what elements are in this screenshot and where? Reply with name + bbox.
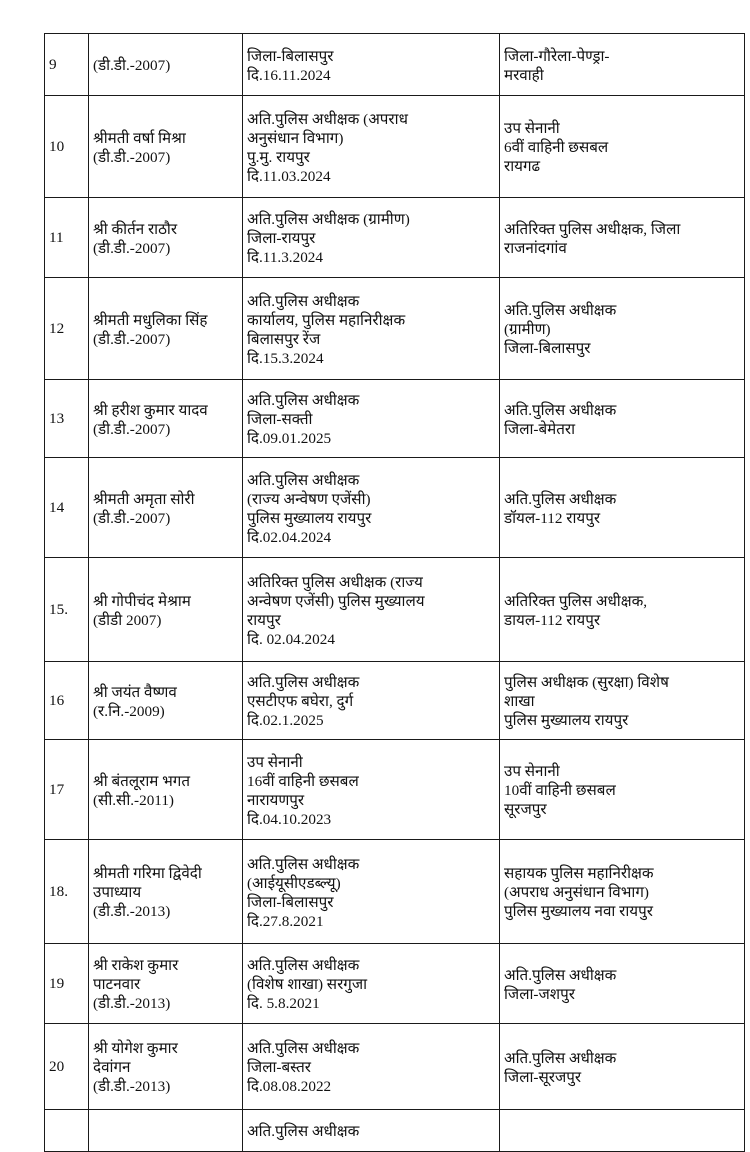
current-posting-cell-line: कार्यालय, पुलिस महानिरीक्षक — [247, 311, 406, 329]
table-row — [45, 840, 745, 944]
officer-name-cell — [89, 34, 243, 96]
current-posting-cell-line: दि.08.08.2022 — [247, 1078, 332, 1095]
serial-number: 20 — [49, 1058, 65, 1075]
new-posting-cell — [500, 558, 745, 662]
new-posting-cell-line: जिला-गौरेला-पेण्ड्रा- — [504, 47, 610, 65]
current-posting-cell-line: अति.पुलिस अधीक्षक — [247, 1040, 360, 1057]
new-posting-cell-line: रायगढ — [504, 158, 541, 175]
current-posting-cell — [243, 458, 500, 558]
serial-number-cell — [45, 840, 89, 944]
current-posting-cell-line: अन्वेषण एजेंसी) पुलिस मुख्यालय — [247, 592, 425, 610]
new-posting-cell-line: डॉयल-112 रायपुर — [504, 509, 601, 527]
current-posting-cell-line: अति.पुलिस अधीक्षक — [247, 855, 360, 873]
current-posting-cell — [243, 662, 500, 740]
table-row — [45, 558, 745, 662]
officer-name-cell — [89, 840, 243, 944]
current-posting-cell — [243, 34, 500, 96]
serial-number: 10 — [49, 138, 65, 155]
current-posting-cell-line: जिला-बस्तर — [247, 1059, 311, 1076]
officer-name-cell — [89, 198, 243, 278]
current-posting-cell-line: जिला-बिलासपुर — [247, 893, 334, 911]
serial-number: 12 — [49, 320, 65, 337]
new-posting-cell — [500, 380, 745, 458]
current-posting-cell — [243, 1110, 500, 1152]
current-posting-cell-line: (विशेष शाखा) सरगुजा — [247, 976, 368, 993]
serial-number: 19 — [49, 975, 65, 992]
current-posting-cell-line: अनुसंधान विभाग) — [247, 129, 344, 147]
current-posting-cell-line: अतिरिक्त पुलिस अधीक्षक (राज्य — [247, 573, 423, 591]
current-posting-cell-line: अति.पुलिस अधीक्षक (अपराध — [247, 110, 408, 128]
new-posting-cell — [500, 96, 745, 198]
serial-number: 9 — [49, 56, 57, 73]
serial-number: 18. — [49, 883, 68, 900]
officer-name-cell-line: श्री राकेश कुमार — [93, 957, 179, 974]
current-posting-cell-line: अति.पुलिस अधीक्षक — [247, 392, 360, 409]
officer-name-cell-line: श्रीमती गरिमा द्विवेदी — [93, 865, 202, 882]
new-posting-cell-line: अतिरिक्त पुलिस अधीक्षक, जिला — [504, 220, 681, 238]
new-posting-cell — [500, 198, 745, 278]
current-posting-cell-line: पु.मु. रायपुर — [247, 148, 310, 166]
serial-number-cell — [45, 380, 89, 458]
new-posting-cell-line: अति.पुलिस अधीक्षक — [504, 966, 617, 984]
officer-name-cell — [89, 662, 243, 740]
current-posting-cell-line: अति.पुलिस अधीक्षक — [247, 674, 360, 691]
table-body — [45, 34, 745, 1152]
current-posting-cell-line: अति.पुलिस अधीक्षक — [247, 471, 360, 489]
current-posting-cell — [243, 1024, 500, 1110]
current-posting-cell-line: दि.27.8.2021 — [247, 912, 324, 930]
new-posting-cell-line: उप सेनानी — [504, 120, 560, 137]
officer-name-cell — [89, 558, 243, 662]
current-posting-cell — [243, 278, 500, 380]
table-row — [45, 96, 745, 198]
officer-name-cell-line: श्रीमती वर्षा मिश्रा — [93, 129, 186, 147]
serial-number-cell — [45, 1110, 89, 1152]
serial-number: 14 — [49, 499, 65, 516]
current-posting-cell — [243, 380, 500, 458]
serial-number-cell — [45, 662, 89, 740]
officer-name-cell-line: श्रीमती मधुलिका सिंह — [93, 311, 208, 329]
new-posting-cell — [500, 1024, 745, 1110]
officer-name-cell-line: (सी.सी.-2011) — [93, 791, 174, 809]
new-posting-cell-line: शाखा — [504, 693, 535, 710]
table-row — [45, 662, 745, 740]
current-posting-cell-line: 16वीं वाहिनी छसबल — [247, 772, 359, 790]
new-posting-cell — [500, 34, 745, 96]
table-row — [45, 1110, 745, 1152]
officer-name-cell-line: (डी.डी.-2007) — [93, 239, 171, 257]
table-row — [45, 1024, 745, 1110]
new-posting-cell-line: 10वीं वाहिनी छसबल — [504, 782, 616, 799]
new-posting-cell-line: अति.पुलिस अधीक्षक — [504, 401, 617, 419]
officer-name-cell — [89, 1024, 243, 1110]
officer-name-cell-line: उपाध्याय — [93, 884, 142, 901]
current-posting-cell-line: अति.पुलिस अधीक्षक — [247, 1123, 360, 1140]
new-posting-cell-line: सहायक पुलिस महानिरीक्षक — [504, 865, 654, 882]
table-row — [45, 34, 745, 96]
current-posting-cell-line: दि.11.3.2024 — [247, 249, 323, 266]
new-posting-cell-line: पुलिस मुख्यालय रायपुर — [504, 712, 629, 729]
current-posting-cell-line: दि.09.01.2025 — [247, 430, 332, 447]
new-posting-cell-line: 6वीं वाहिनी छसबल — [504, 139, 609, 156]
officer-name-cell-line: श्री गोपीचंद मेश्राम — [93, 592, 191, 610]
new-posting-cell-line: (अपराध अनुसंधान विभाग) — [504, 884, 649, 901]
new-posting-cell-line: अति.पुलिस अधीक्षक — [504, 490, 617, 508]
table-row — [45, 198, 745, 278]
officer-name-cell-line: श्री हरीश कुमार यादव — [93, 401, 208, 419]
officer-name-cell-line: देवांगन — [93, 1059, 131, 1076]
new-posting-cell-line: अति.पुलिस अधीक्षक — [504, 1049, 617, 1067]
current-posting-cell-line: जिला-सक्ती — [247, 411, 313, 428]
new-posting-cell — [500, 740, 745, 840]
officer-name-cell-line: श्री बंतलूराम भगत — [93, 772, 191, 790]
new-posting-cell-line: पुलिस मुख्यालय नवा रायपुर — [504, 903, 653, 920]
current-posting-cell-line: नारायणपुर — [247, 791, 305, 809]
current-posting-cell-line: अति.पुलिस अधीक्षक — [247, 292, 360, 310]
current-posting-cell-line: दि.04.10.2023 — [247, 810, 332, 828]
new-posting-cell — [500, 840, 745, 944]
serial-number-cell — [45, 278, 89, 380]
officer-name-cell-line: श्री जयंत वैष्णव — [93, 683, 177, 701]
current-posting-cell-line: अति.पुलिस अधीक्षक (ग्रामीण) — [247, 211, 410, 228]
current-posting-cell — [243, 840, 500, 944]
current-posting-cell-line: पुलिस मुख्यालय रायपुर — [247, 509, 372, 527]
new-posting-cell-line: राजनांदगांव — [504, 239, 567, 257]
new-posting-cell — [500, 458, 745, 558]
current-posting-cell-line: जिला-बिलासपुर — [247, 47, 334, 65]
officer-name-cell — [89, 740, 243, 840]
new-posting-cell-line: जिला-बेमेतरा — [504, 420, 576, 438]
officer-name-cell-line: (डी.डी.-2007) — [93, 148, 171, 166]
new-posting-cell-line: जिला-बिलासपुर — [504, 340, 591, 357]
table-row — [45, 944, 745, 1024]
new-posting-cell — [500, 1110, 745, 1152]
officer-name-cell — [89, 278, 243, 380]
current-posting-cell — [243, 198, 500, 278]
serial-number-cell — [45, 740, 89, 840]
officer-name-cell — [89, 944, 243, 1024]
new-posting-cell-line: डायल-112 रायपुर — [504, 611, 601, 629]
new-posting-cell — [500, 278, 745, 380]
new-posting-cell-line: अति.पुलिस अधीक्षक — [504, 302, 617, 319]
current-posting-cell — [243, 944, 500, 1024]
transfer-order-table — [44, 33, 745, 1152]
current-posting-cell-line: दि. 02.04.2024 — [247, 630, 335, 648]
officer-name-cell — [89, 458, 243, 558]
officer-name-cell-line: श्रीमती अमृता सोरी — [93, 490, 195, 508]
serial-number: 11 — [49, 229, 64, 246]
officer-name-cell — [89, 380, 243, 458]
current-posting-cell-line: दि.02.1.2025 — [247, 712, 324, 729]
officer-name-cell-line: (डी.डी.-2007) — [93, 509, 171, 527]
current-posting-cell-line: दि. 5.8.2021 — [247, 995, 320, 1012]
officer-name-cell-line: (र.नि.-2009) — [93, 702, 165, 720]
serial-number-cell — [45, 458, 89, 558]
table-row — [45, 740, 745, 840]
table-row — [45, 380, 745, 458]
serial-number: 16 — [49, 692, 65, 709]
current-posting-cell-line: अति.पुलिस अधीक्षक — [247, 957, 360, 974]
current-posting-cell-line: उप सेनानी — [247, 753, 303, 771]
officer-name-cell-line: (डी.डी.-2013) — [93, 995, 171, 1012]
current-posting-cell — [243, 96, 500, 198]
officer-name-cell-line: श्री कीर्तन राठौर — [93, 220, 178, 238]
officer-name-cell-line: श्री योगेश कुमार — [93, 1040, 178, 1057]
officer-name-cell — [89, 96, 243, 198]
current-posting-cell-line: दि.02.04.2024 — [247, 528, 332, 546]
serial-number-cell — [45, 944, 89, 1024]
officer-name-cell-line: (डीडी 2007) — [93, 611, 162, 629]
new-posting-cell-line: (ग्रामीण) — [504, 321, 551, 338]
new-posting-cell-line: उप सेनानी — [504, 763, 560, 780]
new-posting-cell-line: मरवाही — [504, 66, 544, 84]
serial-number: 17 — [49, 781, 65, 798]
serial-number: 15. — [49, 601, 68, 618]
new-posting-cell — [500, 662, 745, 740]
current-posting-cell-line: दि.16.11.2024 — [247, 66, 331, 84]
officer-name-cell-line: (डी.डी.-2013) — [93, 903, 171, 920]
officer-name-cell-line: पाटनवार — [93, 976, 141, 993]
new-posting-cell-line: अतिरिक्त पुलिस अधीक्षक, — [504, 592, 648, 610]
current-posting-cell-line: (आईयूसीएडब्ल्यू) — [247, 874, 341, 892]
serial-number: 13 — [49, 410, 65, 427]
current-posting-cell-line: दि.11.03.2024 — [247, 167, 331, 185]
table-row — [45, 458, 745, 558]
serial-number-cell — [45, 1024, 89, 1110]
officer-name-cell-line: (डी.डी.-2007) — [93, 330, 171, 348]
new-posting-cell-line: पुलिस अधीक्षक (सुरक्षा) विशेष — [504, 674, 669, 691]
officer-name-cell-line: (डी.डी.-2007) — [93, 420, 171, 438]
current-posting-cell-line: दि.15.3.2024 — [247, 349, 324, 367]
new-posting-cell — [500, 944, 745, 1024]
current-posting-cell-line: जिला-रायपुर — [247, 230, 316, 247]
current-posting-cell-line: रायपुर — [247, 611, 281, 629]
serial-number-cell — [45, 198, 89, 278]
table-row — [45, 278, 745, 380]
officer-name-cell — [89, 1110, 243, 1152]
current-posting-cell-line: बिलासपुर रेंज — [247, 330, 321, 348]
current-posting-cell-line: (राज्य अन्वेषण एजेंसी) — [247, 490, 371, 508]
officer-name-cell-line: (डी.डी.-2007) — [93, 57, 171, 74]
new-posting-cell-line: जिला-जशपुर — [504, 985, 575, 1003]
serial-number-cell — [45, 558, 89, 662]
new-posting-cell-line: जिला-सूरजपुर — [504, 1068, 582, 1086]
current-posting-cell-line: एसटीएफ बघेरा, दुर्ग — [247, 693, 354, 710]
officer-name-cell-line: (डी.डी.-2013) — [93, 1078, 171, 1095]
current-posting-cell — [243, 740, 500, 840]
serial-number-cell — [45, 96, 89, 198]
new-posting-cell-line: सूरजपुर — [504, 801, 547, 818]
current-posting-cell — [243, 558, 500, 662]
serial-number-cell — [45, 34, 89, 96]
